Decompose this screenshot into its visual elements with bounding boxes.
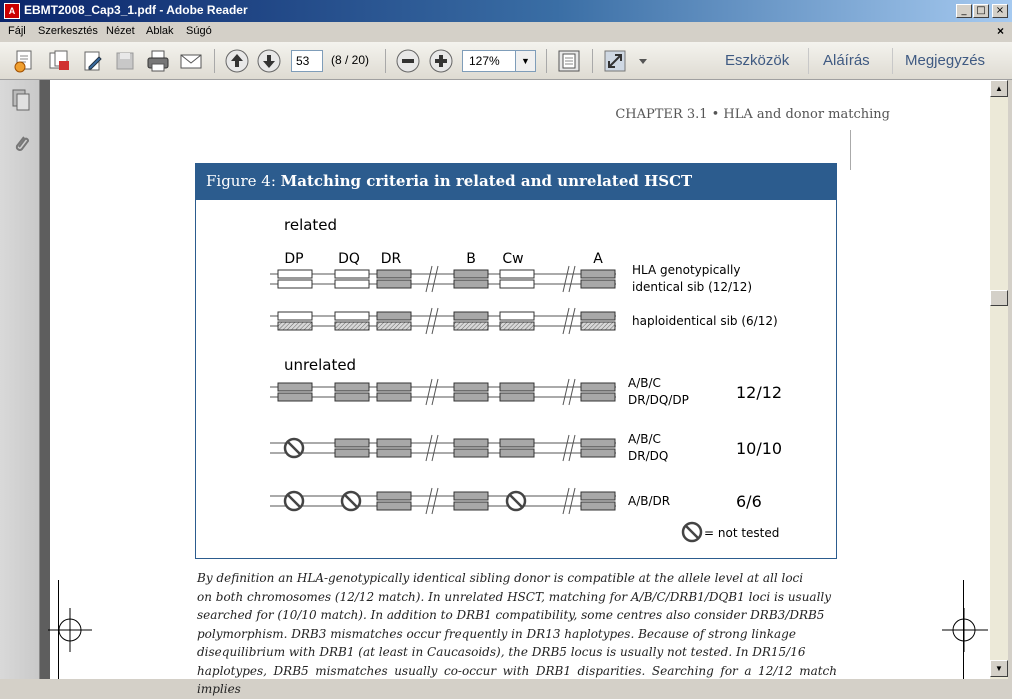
break-mark <box>569 379 575 405</box>
unrelated-label: unrelated <box>284 356 357 374</box>
hla-matching-diagram <box>196 200 836 558</box>
menu-view[interactable]: Nézet <box>106 25 135 37</box>
match-score: 6/6 <box>736 492 762 511</box>
break-mark <box>563 488 569 514</box>
row-label: identical sib (12/12) <box>632 280 753 294</box>
locus-box <box>500 280 534 288</box>
pdf-icon: A <box>4 3 20 19</box>
locus-box <box>377 280 411 288</box>
locus-box <box>581 449 615 457</box>
page-count: (8 / 20) <box>331 53 370 67</box>
break-mark <box>432 266 438 292</box>
menu-bar <box>0 22 1012 42</box>
attachments-icon[interactable] <box>11 132 31 156</box>
locus-box <box>335 270 369 278</box>
document-close-icon[interactable]: × <box>996 24 1004 38</box>
locus-box <box>454 280 488 288</box>
break-mark <box>432 308 438 334</box>
locus-box <box>500 393 534 401</box>
locus-box <box>278 312 312 320</box>
locus-box <box>278 270 312 278</box>
toolbar-separator <box>892 48 893 74</box>
locus-box <box>335 439 369 447</box>
locus-label-cw: Cw <box>502 251 524 267</box>
locus-label-dq: DQ <box>338 251 360 267</box>
zoom-value: 127% <box>469 54 500 68</box>
locus-box <box>335 322 369 330</box>
locus-box <box>454 322 488 330</box>
break-mark <box>563 379 569 405</box>
break-mark <box>563 308 569 334</box>
sign-button[interactable]: Aláírás <box>823 52 870 69</box>
body-line: disequilibrium with DRB1 (at least in Caucasoids), the DRB5 locus is usually not tested. In DR15/16 <box>197 645 806 659</box>
legend-text: = not tested <box>704 526 780 540</box>
break-mark <box>432 379 438 405</box>
match-score: 10/10 <box>736 439 783 458</box>
break-mark <box>426 379 432 405</box>
scroll-up-icon[interactable]: ▲ <box>990 80 1008 97</box>
close-button[interactable]: × <box>992 4 1008 18</box>
locus-box <box>377 502 411 510</box>
locus-box <box>377 312 411 320</box>
toolbar-separator <box>808 48 809 74</box>
comment-button[interactable]: Megjegyzés <box>905 52 986 69</box>
body-line: By definition an HLA-genotypically identical sibling donor is compatible at the allele level at all loci <box>197 571 804 585</box>
break-mark <box>569 266 575 292</box>
locus-box <box>335 383 369 391</box>
row-label: DR/DQ <box>628 449 669 463</box>
locus-box <box>278 322 312 330</box>
locus-box <box>500 322 534 330</box>
menu-edit[interactable]: Szerkesztés <box>38 25 98 37</box>
crop-mark-icon <box>48 600 108 660</box>
locus-box <box>454 492 488 500</box>
body-line: haplotypes, DRB5 mismatches usually co-occur with DRB1 disparities. Searching for a 12/12 match implies <box>197 663 837 696</box>
break-mark <box>426 308 432 334</box>
row-label: HLA genotypically <box>632 263 741 277</box>
locus-box <box>377 449 411 457</box>
locus-box <box>581 502 615 510</box>
full-screen-icon[interactable] <box>602 48 628 74</box>
locus-box <box>377 492 411 500</box>
figure-title <box>196 164 836 200</box>
break-mark <box>426 488 432 514</box>
locus-box <box>335 280 369 288</box>
locus-box <box>500 312 534 320</box>
next-page-icon[interactable] <box>256 48 282 74</box>
locus-box <box>454 393 488 401</box>
document-area[interactable] <box>40 80 990 696</box>
maximize-button[interactable]: □ <box>973 4 989 18</box>
locus-box <box>278 383 312 391</box>
locus-box <box>581 393 615 401</box>
break-mark <box>569 435 575 461</box>
locus-box <box>581 280 615 288</box>
break-mark <box>563 435 569 461</box>
locus-box <box>377 393 411 401</box>
toolbar-separator <box>214 49 215 73</box>
locus-box <box>454 502 488 510</box>
toolbar-separator <box>546 49 547 73</box>
break-mark <box>569 488 575 514</box>
chapter-header: CHAPTER 3.1 • HLA and donor matching <box>615 107 890 122</box>
locus-box <box>377 270 411 278</box>
row-label: A/B/DR <box>628 494 671 508</box>
scrollbar-thumb[interactable] <box>990 290 1008 306</box>
locus-box <box>335 393 369 401</box>
tools-button[interactable]: Eszközök <box>725 52 790 69</box>
related-label: related <box>284 216 338 234</box>
toolbar-separator <box>592 49 593 73</box>
locus-box <box>335 449 369 457</box>
print-icon[interactable] <box>145 48 171 74</box>
locus-label-dr: DR <box>380 251 402 267</box>
locus-label-a: A <box>593 251 603 267</box>
locus-box <box>581 312 615 320</box>
pdf-page <box>50 80 990 696</box>
locus-box <box>454 439 488 447</box>
figure <box>195 163 837 559</box>
fit-page-icon[interactable] <box>556 48 582 74</box>
locus-box <box>581 322 615 330</box>
locus-box <box>278 393 312 401</box>
row-label: A/B/C <box>628 432 661 446</box>
locus-box <box>454 449 488 457</box>
break-mark <box>426 266 432 292</box>
locus-label-dp: DP <box>284 251 304 267</box>
break-mark <box>432 435 438 461</box>
title-bar <box>0 0 1012 22</box>
body-text <box>197 569 837 699</box>
break-mark <box>432 488 438 514</box>
body-line: searched for (10/10 match). In addition to DRB1 compatibility, some centres also consider DRB3/DRB5 <box>197 608 825 622</box>
menu-file[interactable]: Fájl <box>8 25 26 37</box>
zoom-in-icon[interactable] <box>428 48 454 74</box>
locus-label-b: B <box>466 251 476 267</box>
locus-box <box>377 439 411 447</box>
break-mark <box>569 308 575 334</box>
edit-document-icon[interactable] <box>80 48 106 74</box>
locus-box <box>581 492 615 500</box>
crop-line <box>963 580 964 679</box>
locus-box <box>581 383 615 391</box>
match-score: 12/12 <box>736 383 783 402</box>
divider <box>850 130 851 170</box>
page-number-input[interactable]: 53 <box>291 50 323 72</box>
page-thumbnails-icon[interactable] <box>11 88 31 112</box>
toolbar <box>0 42 1012 80</box>
navigation-panel <box>0 80 40 679</box>
save-icon[interactable] <box>112 48 138 74</box>
locus-box <box>500 449 534 457</box>
locus-box <box>581 270 615 278</box>
locus-box <box>500 439 534 447</box>
zoom-select[interactable] <box>462 50 536 72</box>
locus-box <box>454 383 488 391</box>
break-mark <box>426 435 432 461</box>
body-line: on both chromosomes (12/12 match). In unrelated HSCT, matching for A/B/C/DRB1/DQB1 loci is usually <box>197 589 832 604</box>
break-mark <box>563 266 569 292</box>
toolbar-separator <box>385 49 386 73</box>
previous-page-icon[interactable] <box>224 48 250 74</box>
locus-box <box>278 280 312 288</box>
create-pdf-icon[interactable] <box>12 48 38 74</box>
email-icon[interactable] <box>178 48 204 74</box>
locus-box <box>581 439 615 447</box>
locus-box <box>377 322 411 330</box>
locus-box <box>500 383 534 391</box>
minimize-button[interactable]: _ <box>956 4 972 18</box>
locus-box <box>454 270 488 278</box>
menu-help[interactable]: Súgó <box>186 25 212 37</box>
row-label: DR/DQ/DP <box>628 393 689 407</box>
row-label: haploidentical sib (6/12) <box>632 314 778 328</box>
body-line: polymorphism. DRB3 mismatches occur frequently in DR13 haplotypes. Because of strong linkage <box>197 626 796 641</box>
locus-box <box>335 312 369 320</box>
locus-box <box>454 312 488 320</box>
chevron-down-icon[interactable]: ▼ <box>515 51 535 71</box>
locus-box <box>377 383 411 391</box>
scroll-down-icon[interactable]: ▼ <box>990 660 1008 677</box>
crop-line <box>58 580 59 679</box>
row-label: A/B/C <box>628 376 661 390</box>
vertical-scrollbar[interactable] <box>990 80 1008 679</box>
figure-title-text: Matching criteria in related and unrelated HSCT <box>280 172 693 190</box>
combine-files-icon[interactable] <box>46 48 72 74</box>
figure-title-prefix: Figure 4: <box>206 172 281 190</box>
menu-window[interactable]: Ablak <box>146 25 174 37</box>
toolbar-options-icon[interactable] <box>636 48 650 74</box>
locus-box <box>500 270 534 278</box>
zoom-out-icon[interactable] <box>395 48 421 74</box>
window-title: EBMT2008_Cap3_1.pdf - Adobe Reader <box>24 3 248 17</box>
